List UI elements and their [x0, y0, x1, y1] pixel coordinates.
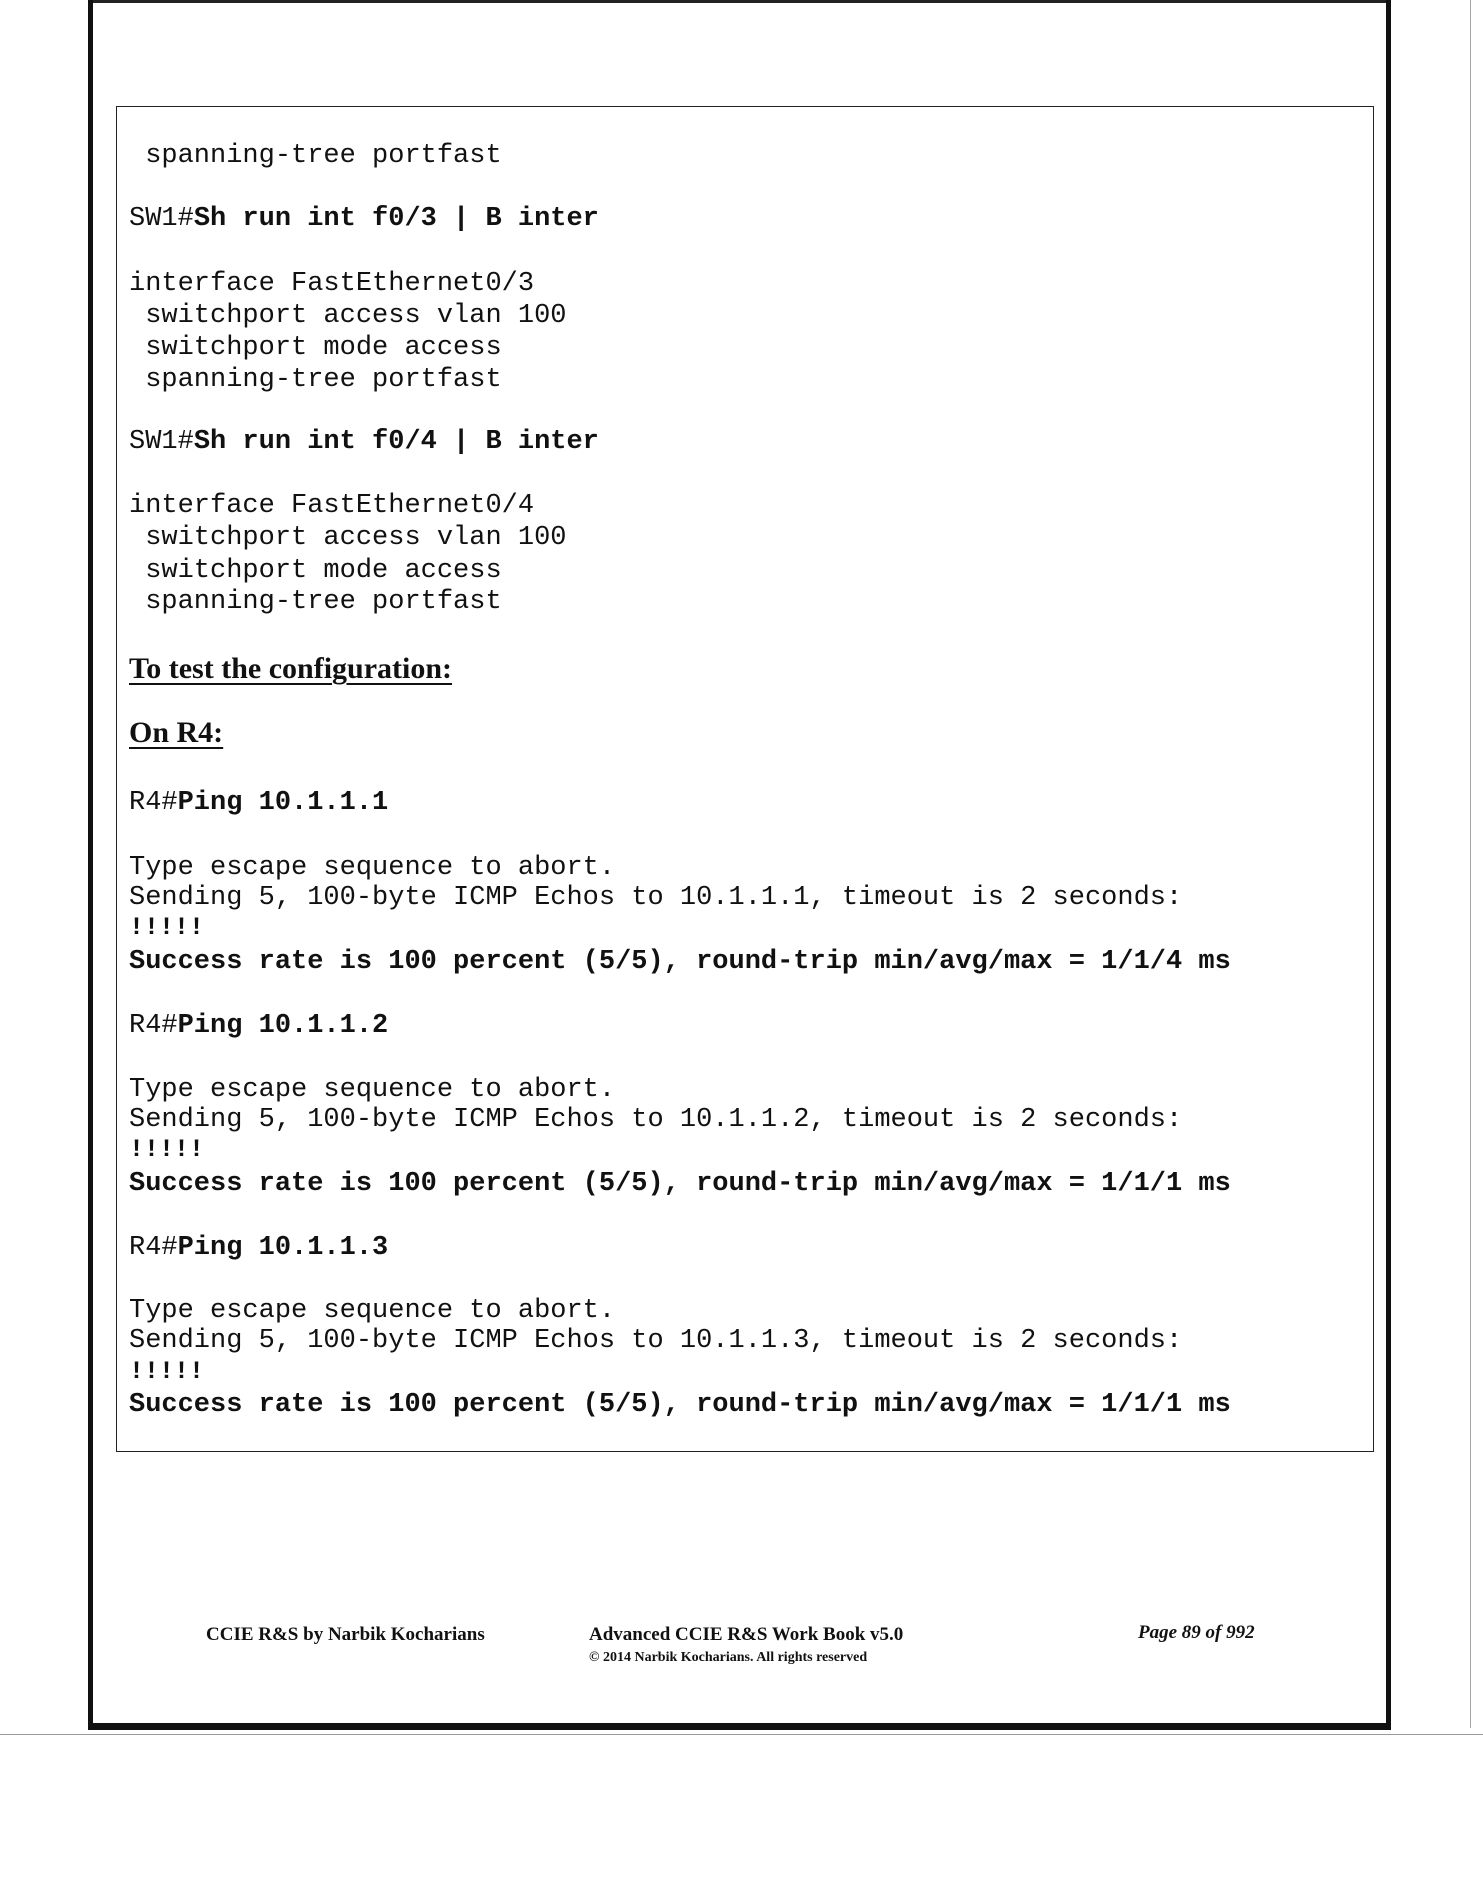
code-text: switchport mode access: [129, 333, 502, 363]
ping-output-line: Sending 5, 100-byte ICMP Echos to 10.1.1.1, timeout is 2 seconds:: [129, 883, 1183, 913]
command: Sh run int f0/3 | B inter: [193, 204, 599, 234]
ping-command-line: [129, 787, 388, 819]
ping-output-line: Type escape sequence to abort.: [129, 853, 616, 883]
footer-page-number: Page 89 of 992: [1138, 1622, 1255, 1643]
code-text: switchport access vlan 100: [129, 523, 567, 553]
code-text: spanning-tree portfast: [129, 365, 502, 395]
prompt: R4#: [129, 1011, 178, 1041]
command: Ping 10.1.1.1: [177, 788, 389, 818]
page-frame-bottom-border: [88, 1723, 1391, 1730]
code-line: [129, 364, 502, 396]
command-line: [129, 203, 599, 235]
scan-edge-line-vertical: [1470, 0, 1471, 1728]
code-text: switchport mode access: [129, 556, 502, 586]
ping-result-marks: !!!!!: [129, 913, 205, 942]
ping-command-line: [129, 1232, 388, 1264]
page-frame-left-border: [88, 0, 93, 1730]
ping-success-line: Success rate is 100 percent (5/5), round-trip min/avg/max = 1/1/4 ms: [129, 947, 1231, 977]
ping-command-line: [129, 1010, 388, 1042]
code-text: interface FastEthernet0/4: [129, 491, 535, 521]
code-text: spanning-tree portfast: [129, 587, 502, 617]
section-heading-on-r4: On R4:: [129, 716, 224, 749]
scan-edge-line: [0, 1734, 1483, 1735]
ping-output-line: Sending 5, 100-byte ICMP Echos to 10.1.1.2, timeout is 2 seconds:: [129, 1105, 1183, 1135]
command: Sh run int f0/4 | B inter: [193, 427, 599, 457]
footer-book-title: Advanced CCIE R&S Work Book v5.0: [589, 1624, 904, 1645]
prompt: SW1#: [129, 204, 194, 234]
section-heading-test: To test the configuration:: [129, 652, 453, 685]
prompt: R4#: [129, 788, 178, 818]
ping-output-line: Type escape sequence to abort.: [129, 1075, 616, 1105]
ping-success-line: Success rate is 100 percent (5/5), round-trip min/avg/max = 1/1/1 ms: [129, 1169, 1231, 1199]
code-line: [129, 555, 502, 587]
code-line: [129, 490, 534, 522]
code-line: [129, 268, 534, 300]
code-line: [129, 300, 566, 332]
command-line: [129, 426, 599, 458]
footer-copyright: © 2014 Narbik Kocharians. All rights reserved: [589, 1650, 868, 1665]
code-line: [129, 522, 566, 554]
code-line: [129, 586, 502, 618]
page-frame-right-border: [1386, 0, 1391, 1730]
command: Ping 10.1.1.2: [177, 1011, 389, 1041]
page-frame-top-border: [88, 0, 1391, 3]
prompt: SW1#: [129, 427, 194, 457]
ping-result-marks: !!!!!: [129, 1357, 205, 1386]
ping-output-line: Type escape sequence to abort.: [129, 1296, 616, 1326]
footer-author: CCIE R&S by Narbik Kocharians: [206, 1624, 485, 1645]
code-line: [129, 332, 502, 364]
ping-success-line: Success rate is 100 percent (5/5), round-trip min/avg/max = 1/1/1 ms: [129, 1390, 1231, 1420]
prompt: R4#: [129, 1233, 178, 1263]
ping-output-line: Sending 5, 100-byte ICMP Echos to 10.1.1.3, timeout is 2 seconds:: [129, 1326, 1183, 1356]
code-text: switchport access vlan 100: [129, 301, 567, 331]
code-text: interface FastEthernet0/3: [129, 269, 535, 299]
command: Ping 10.1.1.3: [177, 1233, 389, 1263]
code-text: spanning-tree portfast: [129, 141, 502, 171]
ping-result-marks: !!!!!: [129, 1135, 205, 1164]
code-line: [129, 140, 502, 172]
